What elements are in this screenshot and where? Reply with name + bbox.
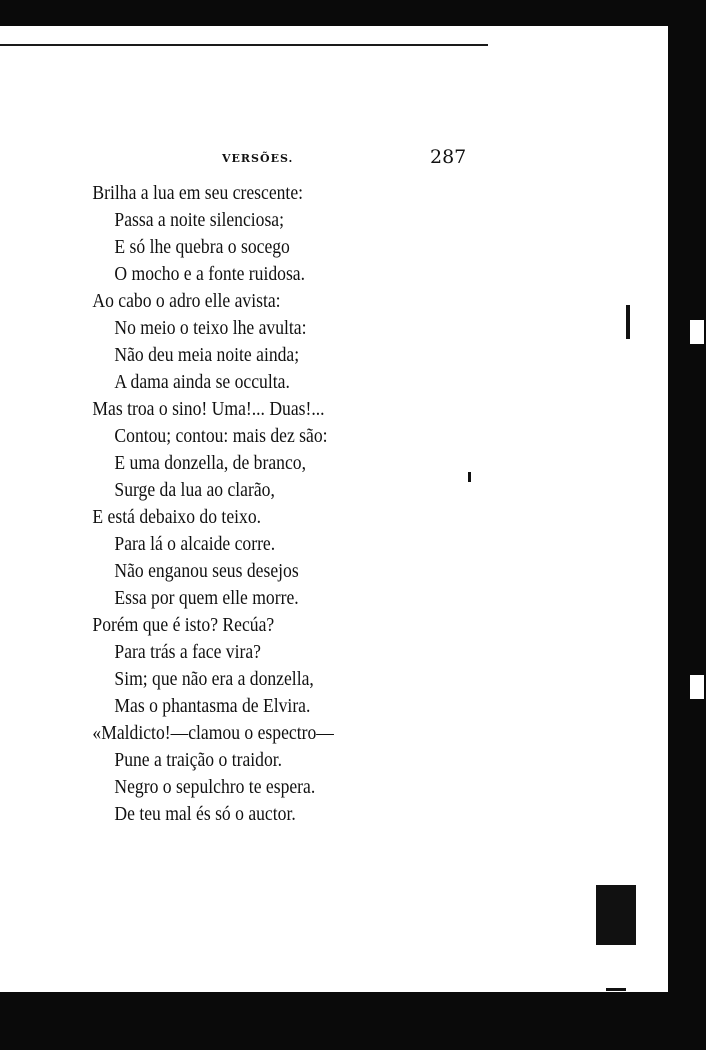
verse-line: Ao cabo o adro elle avista: <box>92 290 281 312</box>
verse-line: O mocho e a fonte ruidosa. <box>114 263 306 285</box>
ink-speck <box>468 472 471 482</box>
verse-line: Pune a traição o traidor. <box>114 749 283 771</box>
verse-line: E só lhe quebra o socego <box>114 236 290 258</box>
verse-line: Brilha a lua em seu crescente: <box>92 182 304 204</box>
verse-line: Essa por quem elle morre. <box>114 587 299 609</box>
verse-line: Passa a noite silenciosa; <box>114 209 285 231</box>
running-header <box>0 146 706 170</box>
binding-mark <box>606 988 626 991</box>
verse-line: Não enganou seus desejos <box>114 560 299 582</box>
verse-line: Surge da lua ao clarão, <box>114 479 275 501</box>
verse-line: Contou; contou: mais dez são: <box>114 425 328 447</box>
verse-line: A dama ainda se occulta. <box>114 371 290 393</box>
scan-border-top <box>0 0 706 26</box>
verse-line: «Maldicto!—clamou o espectro— <box>92 722 334 744</box>
verse-line: Mas o phantasma de Elvira. <box>114 695 311 717</box>
verse-line: E uma donzella, de branco, <box>114 452 306 474</box>
verse-line: Negro o sepulchro te espera. <box>114 776 316 798</box>
verse-line: Para lá o alcaide corre. <box>114 533 276 555</box>
verse-line: Porém que é isto? Recúa? <box>92 614 275 636</box>
binding-mark <box>626 305 630 339</box>
verse-line: No meio o teixo lhe avulta: <box>114 317 307 339</box>
verse-line: Para trás a face vira? <box>114 641 261 663</box>
scan-border-bottom <box>0 992 706 1050</box>
edge-notch <box>690 320 704 344</box>
top-rule <box>0 44 488 46</box>
page-number: 287 <box>430 146 467 168</box>
running-title: VERSÕES. <box>222 152 294 165</box>
verse-line: Mas troa o sino! Uma!... Duas!... <box>92 398 325 420</box>
verse-line: Não deu meia noite ainda; <box>114 344 300 366</box>
verse-line: E está debaixo do teixo. <box>92 506 262 528</box>
binding-mark <box>596 885 636 945</box>
verse-line: Sim; que não era a donzella, <box>114 668 314 690</box>
edge-notch <box>690 675 704 699</box>
verse-line: De teu mal és só o auctor. <box>114 803 296 825</box>
